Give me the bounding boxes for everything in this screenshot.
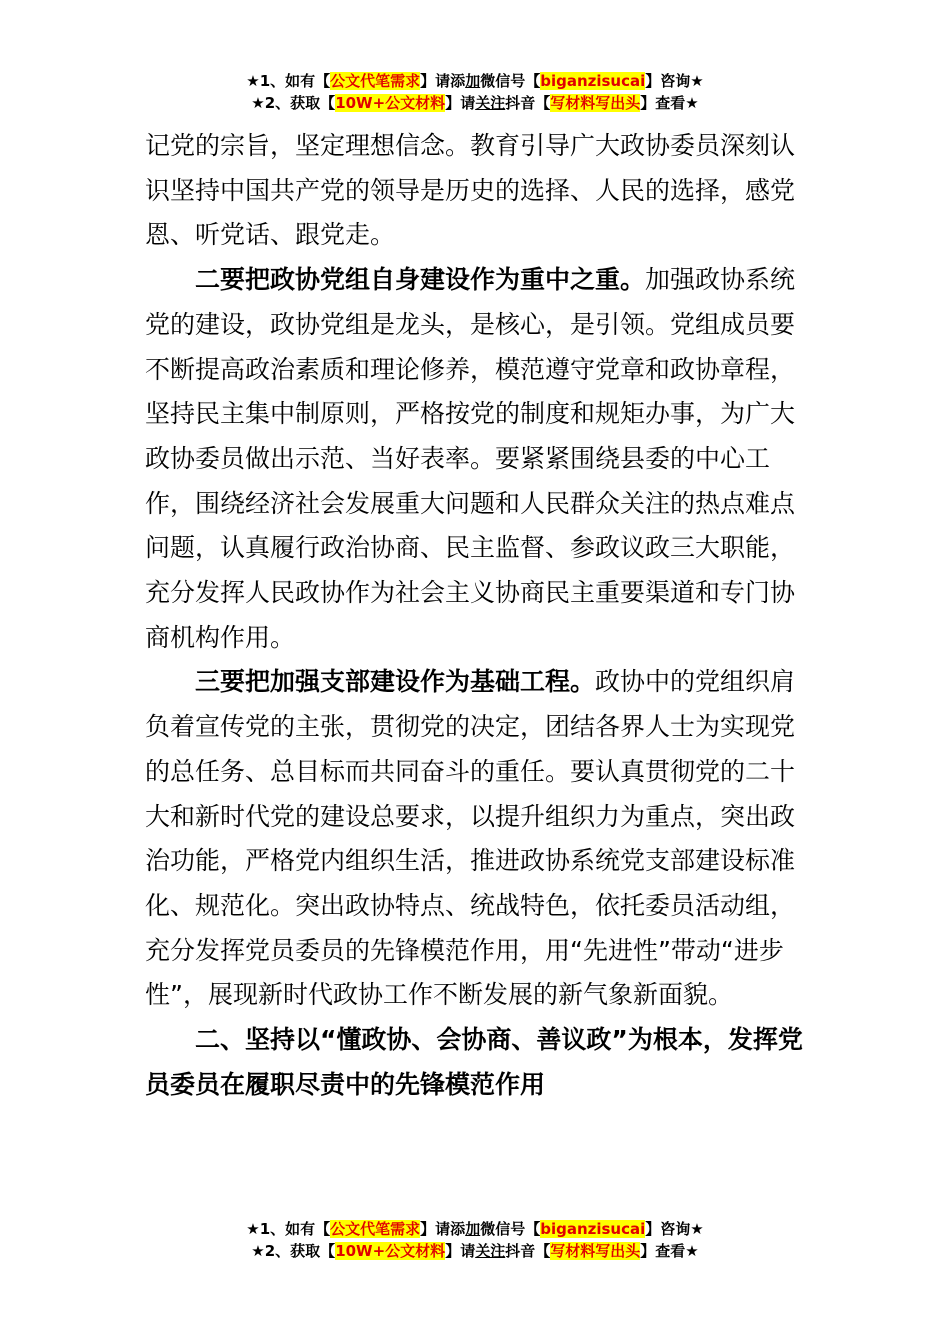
promo-highlight: 公文代笔需求	[330, 1220, 421, 1238]
douyin-highlight: 写材料写出头	[550, 1242, 641, 1260]
paragraph-lead: 二要把政协党组自身建设作为重中之重。	[195, 265, 646, 295]
promo-text: 】咨询★	[645, 72, 704, 90]
paragraph-2	[145, 258, 810, 660]
paragraph-text: 加强政协系统党的建设，政协党组是龙头，是核心，是引领。党组成员要不断提高政治素质和理论修养，模范遵守党章和政协章程，坚持民主集中制原则，严格按党的制度和规矩办事，为广大政协委员做出示范、当好表率。要紧紧围绕县委的中心工作，围绕经济社会发展重大问题和人民群众关注的热点难点问题，认真履行政治协商、民主监督、参政议政三大职能，充分发挥人民政协作为社会主义协商民主重要渠道和专门协商机构作用。	[145, 265, 796, 652]
promo-text: 关注	[475, 94, 506, 112]
promo-line-2	[0, 92, 950, 114]
promo-text: ★1、如有【	[246, 1220, 331, 1238]
promo-text: 】请添	[420, 72, 466, 90]
wechat-id-highlight: biganzisucai	[540, 72, 646, 90]
promo-text: 抖音【	[505, 94, 551, 112]
promo-text: 微信号【	[480, 72, 541, 90]
promo-text: 】请添	[420, 1220, 466, 1238]
promo-text: 加	[465, 1220, 481, 1238]
promo-text: 】请	[445, 1242, 476, 1260]
wechat-id-highlight: biganzisucai	[540, 1220, 646, 1238]
section-heading: 二、坚持以“懂政协、会协商、善议政”为根本，发挥党员委员在履职尽责中的先锋模范作用	[145, 1025, 803, 1099]
promo-text: ★1、如有【	[246, 72, 331, 90]
document-body	[145, 124, 810, 1107]
promo-highlight: 10W+公文材料	[335, 94, 446, 112]
promo-text: 】请	[445, 94, 476, 112]
paragraph-3	[145, 660, 810, 1018]
promo-text: ★2、获取【	[251, 94, 336, 112]
paragraph-text: 政协中的党组织肩负着宣传党的主张，贯彻党的决定，团结各界人士为实现党的总任务、总目标而共同奋斗的重任。要认真贯彻党的二十大和新时代党的建设总要求，以提升组织力为重点，突出政治功能，严格党内组织生活，推进政协系统党支部建设标准化、规范化。突出政协特点、统战特色，依托委员活动组，充分发挥党员委员的先锋模范作用，用“先进性”带动“进步性”，展现新时代政协工作不断发展的新气象新面貌。	[145, 667, 796, 1010]
paragraph-lead: 三要把加强支部建设作为基础工程。	[195, 667, 596, 697]
promo-text: 】查看★	[640, 1242, 699, 1260]
promo-line-1	[0, 70, 950, 92]
top-promo-banner	[0, 70, 950, 114]
promo-text: 抖音【	[505, 1242, 551, 1260]
promo-line-2	[0, 1240, 950, 1262]
promo-highlight: 10W+公文材料	[335, 1242, 446, 1260]
promo-text: 】咨询★	[645, 1220, 704, 1238]
bottom-promo-banner	[0, 1218, 950, 1262]
promo-text: ★2、获取【	[251, 1242, 336, 1260]
promo-highlight: 公文代笔需求	[330, 72, 421, 90]
promo-text: 关注	[475, 1242, 506, 1260]
promo-text: 加	[465, 72, 481, 90]
promo-text: 微信号【	[480, 1220, 541, 1238]
promo-line-1	[0, 1218, 950, 1240]
paragraph-1: 记党的宗旨，坚定理想信念。教育引导广大政协委员深刻认识坚持中国共产党的领导是历史的选择、人民的选择，感党恩、听党话、跟党走。	[145, 131, 796, 250]
promo-text: 】查看★	[640, 94, 699, 112]
douyin-highlight: 写材料写出头	[550, 94, 641, 112]
